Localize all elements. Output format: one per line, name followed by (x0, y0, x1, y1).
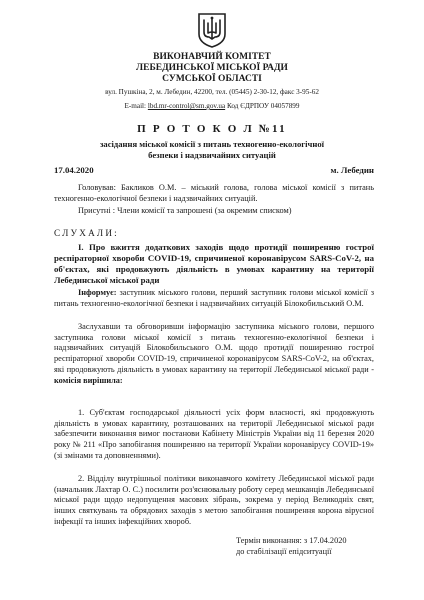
org-name-line2: ЛЕБЕДИНСЬКОЇ МІСЬКОЇ РАДИ (136, 63, 288, 73)
email-label: E-mail: (124, 102, 147, 110)
org-address: вул. Пушкіна, 2, м. Лебедин, 42200, тел. (05445) 2-30-12, факс 3-95-62 (105, 88, 319, 96)
attendees-text: Присутні : Члени комісії та запрошені (за окремим списком) (78, 206, 292, 215)
decision-point-2: 2. Відділу внутрішньої політики виконавчого комітету Лебединської міської ради (начальник Лахтар О. С.) посилити роз'яснювальну роботу серед мешканців Лебединської міської ради щодо недопущення масових зібрань, зокрема у період Великодніх свят, інших святкувань та обрядових заходів з метою запобігання поширення корона вірусної інфекції та інших інфекційних хвороб. (54, 474, 374, 526)
protocol-subtitle-line2: безпеки і надзвичайних ситуацій (148, 150, 276, 160)
informant-paragraph (54, 288, 374, 309)
protocol-date: 17.04.2020 (54, 165, 94, 175)
chairperson-text: Головував: Бакликов О.М. – міський голова, голова міської комісії з питань техногенно-екологічної безпеки і надзвичайних ситуацій. (54, 183, 374, 203)
org-name-line3: СУМСЬКОЇ ОБЛАСТІ (162, 74, 262, 84)
decision-point-1: 1. Суб'єктам господарської діяльності усіх форм власності, які продовжують діяльність в умовах карантину, розташованих на території Лебединської міської ради забезпечити виконання вимог постанови Кабінету Міністрів України від 11 березня 2020 року № 211 «Про запобігання поширенню на території України коронавірусу COVID-19» (зі змінами та доповненнями). (54, 408, 374, 460)
agenda-item-title: І. Про вжиття додаткових заходів щодо протидії поширенню гострої респіраторної хвороби COVID-19, спричиненої коронавірусом SARS-CoV-2, на об'єктах, які продовжують діяльність в умовах карантину на території Лебединської міської ради (54, 242, 374, 285)
org-name-line1: ВИКОНАВЧИЙ КОМІТЕТ (153, 52, 271, 62)
decision-intro-paragraph (54, 322, 374, 386)
informant-label: Інформує: (78, 288, 117, 297)
informant-text: заступник міського голови, перший заступник голови міської комісії з питань техногенно-екологічної безпеки і надзвичайних ситуацій Білокобильський О.М. (54, 288, 374, 308)
ukraine-coat-of-arms-icon (197, 12, 227, 48)
contact-line (0, 102, 424, 111)
email-link[interactable]: lbd.mr-control@sm.gov.ua (147, 102, 226, 110)
heard-label: СЛУХАЛИ: (54, 228, 119, 238)
protocol-subtitle-line1: засідання міської комісії з питань техногенно-екологічної (99, 139, 325, 149)
decision-intro: Заслухавши та обговоривши інформацію заступника міського голови, першого заступника голови міської комісії з питань техногенно-екологічної безпеки і надзвичайних ситуацій Білокобильського О.М. щодо протидії поширенню гострої респіраторної хвороби COVID-19, спричиненої коронавірусом SARS-CoV-2, на об'єктах, які продовжують діяльність в умовах карантину на території Лебединської міської ради - (54, 322, 374, 374)
decision-label: комісія вирішила: (54, 375, 123, 385)
protocol-place: м. Лебедин (330, 165, 374, 175)
protocol-title: П Р О Т О К О Л №11 (137, 123, 287, 135)
edrpou-code: Код ЄДРПОУ 04057899 (226, 102, 300, 110)
deadline-line1: Термін виконання: з 17.04.2020 (236, 536, 347, 545)
deadline-line2: до стабілізації епідситуації (236, 547, 332, 556)
